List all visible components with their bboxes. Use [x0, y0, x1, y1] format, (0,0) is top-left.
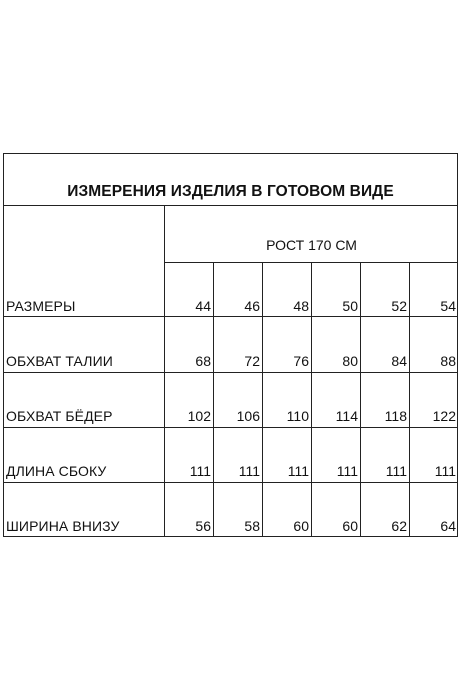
table-cell: 56	[195, 518, 211, 534]
table-cell: 111	[385, 463, 407, 479]
table-cell: 110	[286, 408, 309, 424]
row-label-side-length: ДЛИНА СБОКУ	[6, 463, 107, 479]
table-cell: 122	[432, 408, 456, 424]
table-cell: 54	[440, 298, 456, 314]
table-cell: 46	[244, 298, 260, 314]
grid-line	[164, 262, 457, 263]
table-cell: 64	[440, 518, 456, 534]
grid-line	[4, 316, 457, 317]
title-row	[4, 154, 457, 206]
row-label-bottom-width: ШИРИНА ВНИЗУ	[6, 518, 120, 534]
table-title: ИЗМЕРЕНИЯ ИЗДЕЛИЯ В ГОТОВОМ ВИДЕ	[67, 183, 394, 200]
table-cell: 60	[342, 518, 358, 534]
row-label-waist: ОБХВАТ ТАЛИИ	[6, 353, 113, 369]
table-cell: 48	[293, 298, 309, 314]
table-cell: 111	[434, 463, 456, 479]
table-cell: 111	[238, 463, 260, 479]
height-label: РОСТ 170 СМ	[266, 237, 357, 253]
table-cell: 68	[195, 353, 211, 369]
table-cell: 111	[287, 463, 309, 479]
table-cell: 60	[293, 518, 309, 534]
grid-line	[4, 482, 457, 483]
grid-line	[4, 427, 457, 428]
table-cell: 84	[391, 353, 407, 369]
table-cell: 72	[244, 353, 260, 369]
table-cell: 62	[391, 518, 407, 534]
table-cell: 50	[342, 298, 358, 314]
table-cell: 58	[244, 518, 260, 534]
row-label-hips: ОБХВАТ БЁДЕР	[6, 408, 113, 424]
table-cell: 106	[236, 408, 260, 424]
table-cell: 76	[293, 353, 309, 369]
table-cell: 44	[195, 298, 211, 314]
table-cell: 118	[384, 408, 407, 424]
table-cell: 102	[187, 408, 211, 424]
table-cell: 88	[440, 353, 456, 369]
table-cell: 111	[336, 463, 358, 479]
row-label-sizes: РАЗМЕРЫ	[6, 298, 76, 314]
table-cell: 111	[189, 463, 211, 479]
grid-line	[164, 206, 165, 536]
table-cell: 52	[391, 298, 407, 314]
table-cell: 114	[335, 408, 358, 424]
size-table	[3, 153, 458, 537]
grid-line	[4, 372, 457, 373]
table-cell: 80	[342, 353, 358, 369]
